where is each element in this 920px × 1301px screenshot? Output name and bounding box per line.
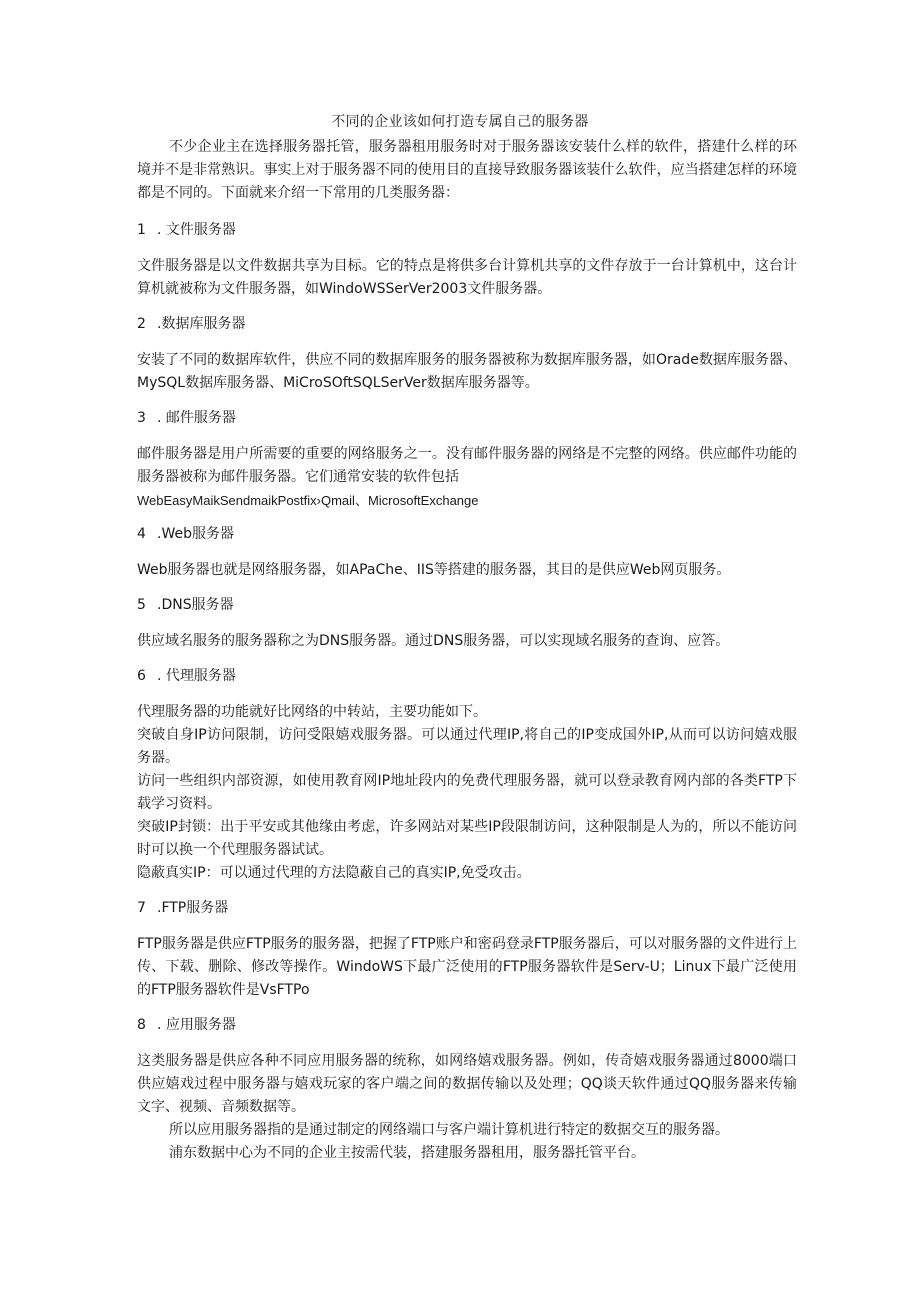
section-number: 4 bbox=[137, 526, 146, 542]
section-number: 7 bbox=[137, 900, 146, 916]
section-heading bbox=[137, 664, 797, 688]
document-body bbox=[137, 136, 797, 1165]
section-number: 1 bbox=[137, 222, 146, 238]
section-title: . 邮件服务器 bbox=[157, 410, 236, 426]
intro-paragraph: 不少企业主在选择服务器托管，服务器租用服务时对于服务器该安装什么样的软件，搭建什么样的环境并不是非常熟识。事实上对于服务器不同的使用目的直接导致服务器该装什么软件，应当搭建怎样的环境都是不同的。下面就来介绍一下常用的几类服务器： bbox=[137, 139, 797, 201]
section-paragraph: 邮件服务器是用户所需要的重要的网络服务之一。没有邮件服务器的网络是不完整的网络。供应邮件功能的服务器被称为邮件服务器。它们通常安装的软件包括 bbox=[137, 446, 797, 485]
section-heading bbox=[137, 218, 797, 242]
section-heading bbox=[137, 896, 797, 920]
section-title: .Web服务器 bbox=[157, 526, 234, 542]
section-paragraph-software-list: WebEasyMaikSendmaikPostfix›Qmail、MicrosoftExchange bbox=[137, 493, 479, 508]
section-number: 6 bbox=[137, 668, 146, 684]
section-paragraph: 安装了不同的数据库软件，供应不同的数据库服务的服务器被称为数据库服务器，如Orade数据库服务器、MySQL数据库服务器、MiCroSOftSQLSerVer数据库服务器等。 bbox=[137, 352, 797, 391]
section-title: .数据库服务器 bbox=[157, 316, 246, 332]
section-heading bbox=[137, 1013, 797, 1037]
closing-paragraph: 浦东数据中心为不同的企业主按需代装，搭建服务器租用，服务器托管平台。 bbox=[169, 1145, 645, 1161]
section-heading bbox=[137, 312, 797, 336]
section-number: 2 bbox=[137, 316, 146, 332]
section-paragraph: 文件服务器是以文件数据共享为目标。它的特点是将供多台计算机共享的文件存放于一台计算机中，这台计算机就被称为文件服务器，如WindoWSSerVer2003文件服务器。 bbox=[137, 258, 797, 297]
section-title: .FTP服务器 bbox=[157, 900, 229, 916]
section-paragraph: 隐蔽真实IP：可以通过代理的方法隐蔽自己的真实IP,免受攻击。 bbox=[137, 865, 531, 881]
section-number: 5 bbox=[137, 597, 146, 613]
document-title: 不同的企业该如何打造专属自己的服务器 bbox=[331, 114, 589, 130]
section-heading bbox=[137, 593, 797, 617]
section-paragraph: 访问一些组织内部资源，如使用教育网IP地址段内的免费代理服务器，就可以登录教育网内部的各类FTP下载学习资料。 bbox=[137, 773, 797, 812]
section-title: . 文件服务器 bbox=[157, 222, 236, 238]
section-paragraph: 这类服务器是供应各种不同应用服务器的统称，如网络嬉戏服务器。例如，传奇嬉戏服务器通过8000端口供应嬉戏过程中服务器与嬉戏玩家的客户端之间的数据传输以及处理；QQ谈天软件通过QQ服务器来传输文字、视频、音频数据等。 bbox=[137, 1053, 797, 1115]
section-paragraph: 供应域名服务的服务器称之为DNS服务器。通过DNS服务器，可以实现域名服务的查询、应答。 bbox=[137, 633, 730, 649]
section-paragraph: 突破自身IP访问限制，访问受限嬉戏服务器。可以通过代理IP,将自己的IP变成国外IP,从而可以访问嬉戏服务器。 bbox=[137, 727, 797, 766]
section-paragraph: 突破IP封锁：出于平安或其他缘由考虑，许多网站对某些IP段限制访问，这种限制是人为的，所以不能访问时可以换一个代理服务器试试。 bbox=[137, 819, 797, 858]
section-heading bbox=[137, 522, 797, 546]
section-paragraph: Web服务器也就是网络服务器，如APaChe、IIS等搭建的服务器，其目的是供应Web网页服务。 bbox=[137, 562, 731, 578]
section-title: .DNS服务器 bbox=[157, 597, 234, 613]
section-number: 3 bbox=[137, 410, 146, 426]
section-paragraph: FTP服务器是供应FTP服务的服务器，把握了FTP账户和密码登录FTP服务器后，可以对服务器的文件进行上传、下载、删除、修改等操作。WindoWS下最广泛使用的FTP服务器软件是Serv-U；Linux下最广泛使用的FTP服务器软件是VsFTPo bbox=[137, 936, 797, 998]
closing-paragraph: 所以应用服务器指的是通过制定的网络端口与客户端计算机进行特定的数据交互的服务器。 bbox=[169, 1122, 729, 1138]
section-number: 8 bbox=[137, 1017, 146, 1033]
section-paragraph: 代理服务器的功能就好比网络的中转站，主要功能如下。 bbox=[137, 704, 487, 720]
section-title: . 应用服务器 bbox=[157, 1017, 236, 1033]
section-heading bbox=[137, 406, 797, 430]
section-title: . 代理服务器 bbox=[157, 668, 236, 684]
